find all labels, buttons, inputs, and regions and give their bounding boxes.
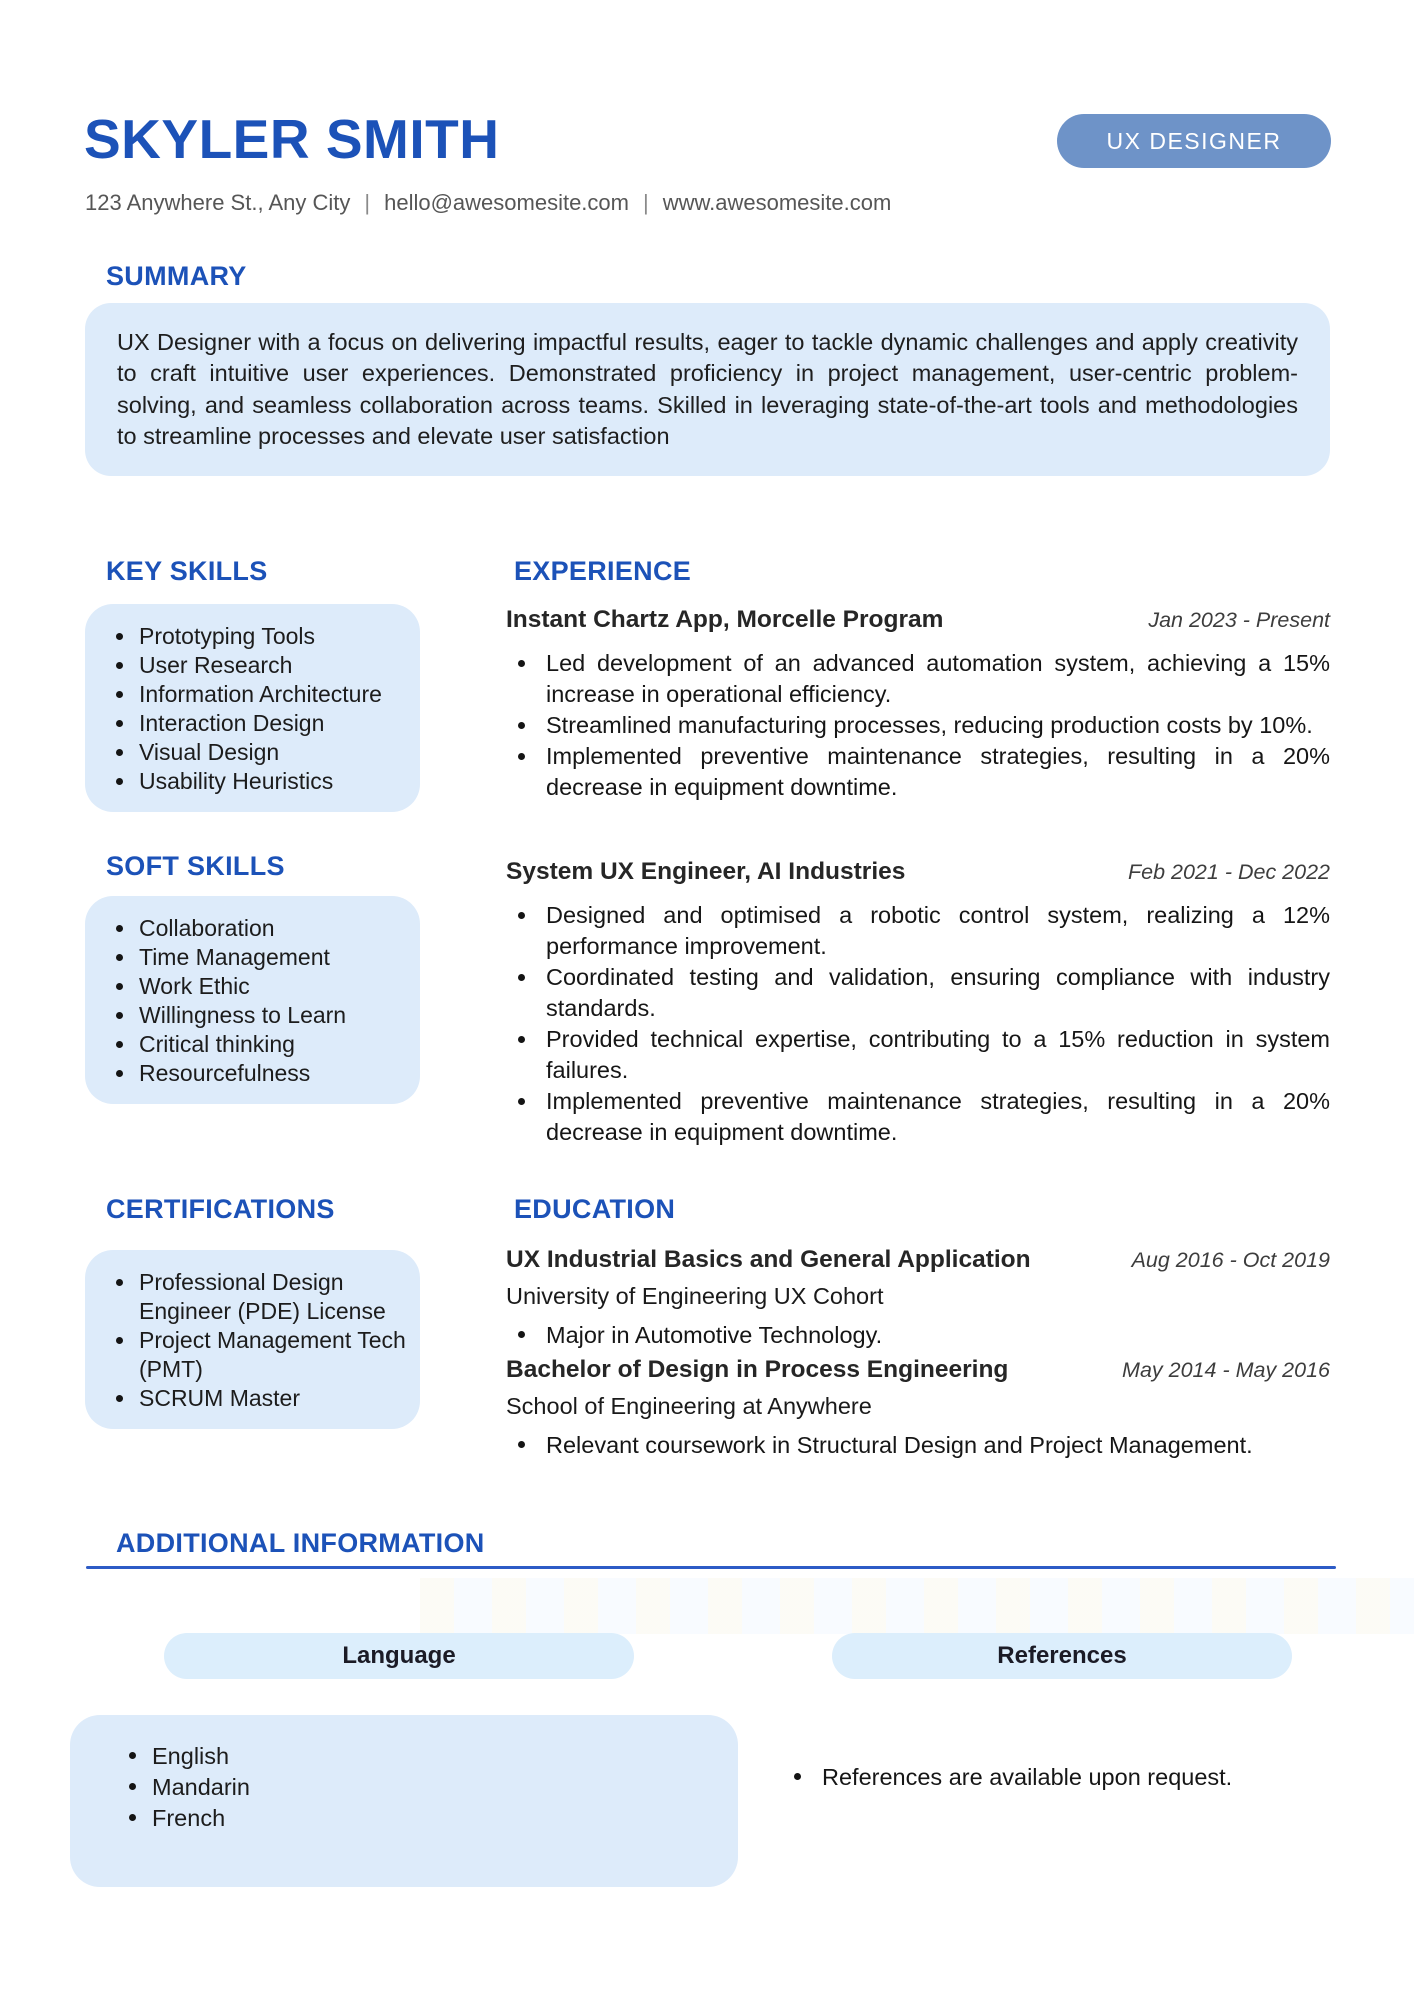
- experience-entry: [506, 606, 1330, 803]
- experience-entry: [506, 858, 1330, 1148]
- role-badge: UX DESIGNER: [1057, 114, 1331, 168]
- job-dates: Jan 2023 - Present: [1148, 608, 1330, 632]
- school-name: University of Engineering UX Cohort: [506, 1283, 884, 1310]
- contact-divider: |: [364, 190, 371, 215]
- person-name: SKYLER SMITH: [84, 108, 500, 170]
- contact-divider: |: [642, 190, 649, 215]
- education-entry: [506, 1246, 1330, 1350]
- contact-email: hello@awesomesite.com: [384, 190, 629, 215]
- education-entry-header: [506, 1246, 1330, 1274]
- experience-entry-header: [506, 858, 1330, 886]
- job-dates: Feb 2021 - Dec 2022: [1128, 860, 1330, 884]
- key-skills-heading: KEY SKILLS: [106, 556, 268, 586]
- list-item: Prototyping Tools: [113, 622, 408, 651]
- references-list: [790, 1762, 1350, 1792]
- list-item: Project Management Tech (PMT): [113, 1326, 408, 1384]
- contact-website: www.awesomesite.com: [662, 190, 892, 215]
- references-note: [790, 1762, 1350, 1792]
- certifications-heading: CERTIFICATIONS: [106, 1194, 335, 1224]
- job-bullet: Coordinated testing and validation, ensuring compliance with industry standards.: [514, 962, 1330, 1024]
- list-item: Usability Heuristics: [113, 767, 408, 796]
- list-item: Critical thinking: [113, 1030, 408, 1059]
- job-title: Instant Chartz App, Morcelle Program: [506, 606, 944, 633]
- degree-bullet-list: [514, 1430, 1330, 1460]
- experience-heading: EXPERIENCE: [514, 556, 692, 586]
- key-skills-list: [113, 622, 408, 796]
- school-name: School of Engineering at Anywhere: [506, 1393, 872, 1420]
- job-bullet-list: [514, 648, 1330, 803]
- degree-bullet: Major in Automotive Technology.: [514, 1320, 1330, 1350]
- degree-dates: Aug 2016 - Oct 2019: [1131, 1248, 1330, 1272]
- references-pill-header: References: [832, 1633, 1292, 1679]
- certifications-box: [85, 1250, 420, 1429]
- section-divider-line: [86, 1566, 1336, 1569]
- degree-bullet-list: [514, 1320, 1330, 1350]
- language-box: [70, 1715, 738, 1887]
- list-item: Information Architecture: [113, 680, 408, 709]
- list-item: Collaboration: [113, 914, 408, 943]
- list-item: Interaction Design: [113, 709, 408, 738]
- education-heading: EDUCATION: [514, 1194, 676, 1224]
- job-bullet: Designed and optimised a robotic control system, realizing a 12% performance improvement.: [514, 900, 1330, 962]
- degree-title: Bachelor of Design in Process Engineering: [506, 1356, 1009, 1383]
- summary-text-box: UX Designer with a focus on delivering impactful results, eager to tackle dynamic challenges and apply creativity to craft intuitive user experiences. Demonstrated proficiency in project management, user-centric problem-solving, and seamless collaboration across teams. Skilled in leveraging state-of-the-art tools and methodologies to streamline processes and elevate user satisfaction: [85, 303, 1330, 476]
- contact-address: 123 Anywhere St., Any City: [85, 190, 351, 215]
- language-pill-header: Language: [164, 1633, 634, 1679]
- job-title: System UX Engineer, AI Industries: [506, 858, 906, 885]
- list-item: English: [126, 1741, 738, 1772]
- list-item: Professional Design Engineer (PDE) License: [113, 1268, 408, 1326]
- degree-dates: May 2014 - May 2016: [1122, 1358, 1330, 1382]
- summary-heading: SUMMARY: [106, 261, 247, 291]
- education-entry: [506, 1356, 1330, 1460]
- list-item: Work Ethic: [113, 972, 408, 1001]
- job-bullet: Led development of an advanced automation system, achieving a 15% increase in operational efficiency.: [514, 648, 1330, 710]
- list-item: French: [126, 1803, 738, 1834]
- soft-skills-list: [113, 914, 408, 1088]
- key-skills-box: [85, 604, 420, 812]
- contact-line: [85, 190, 891, 216]
- job-bullet: Provided technical expertise, contributing to a 15% reduction in system failures.: [514, 1024, 1330, 1086]
- degree-bullet: Relevant coursework in Structural Design and Project Management.: [514, 1430, 1330, 1460]
- education-entry-header: [506, 1356, 1330, 1384]
- list-item: User Research: [113, 651, 408, 680]
- additional-info-heading: ADDITIONAL INFORMATION: [116, 1528, 485, 1558]
- job-bullet: Streamlined manufacturing processes, reducing production costs by 10%.: [514, 710, 1330, 741]
- list-item: SCRUM Master: [113, 1384, 408, 1413]
- job-bullet: Implemented preventive maintenance strategies, resulting in a 20% decrease in equipment downtime.: [514, 1086, 1330, 1148]
- job-bullet: Implemented preventive maintenance strategies, resulting in a 20% decrease in equipment downtime.: [514, 741, 1330, 803]
- references-bullet: References are available upon request.: [790, 1762, 1350, 1792]
- list-item: Resourcefulness: [113, 1059, 408, 1088]
- list-item: Willingness to Learn: [113, 1001, 408, 1030]
- list-item: Time Management: [113, 943, 408, 972]
- list-item: Visual Design: [113, 738, 408, 767]
- faint-watermark-band: [420, 1578, 1414, 1634]
- experience-entry-header: [506, 606, 1330, 634]
- job-bullet-list: [514, 900, 1330, 1148]
- certifications-list: [113, 1268, 408, 1413]
- soft-skills-heading: SOFT SKILLS: [106, 851, 285, 881]
- list-item: Mandarin: [126, 1772, 738, 1803]
- soft-skills-box: [85, 896, 420, 1104]
- language-list: [126, 1741, 738, 1834]
- degree-title: UX Industrial Basics and General Application: [506, 1246, 1031, 1273]
